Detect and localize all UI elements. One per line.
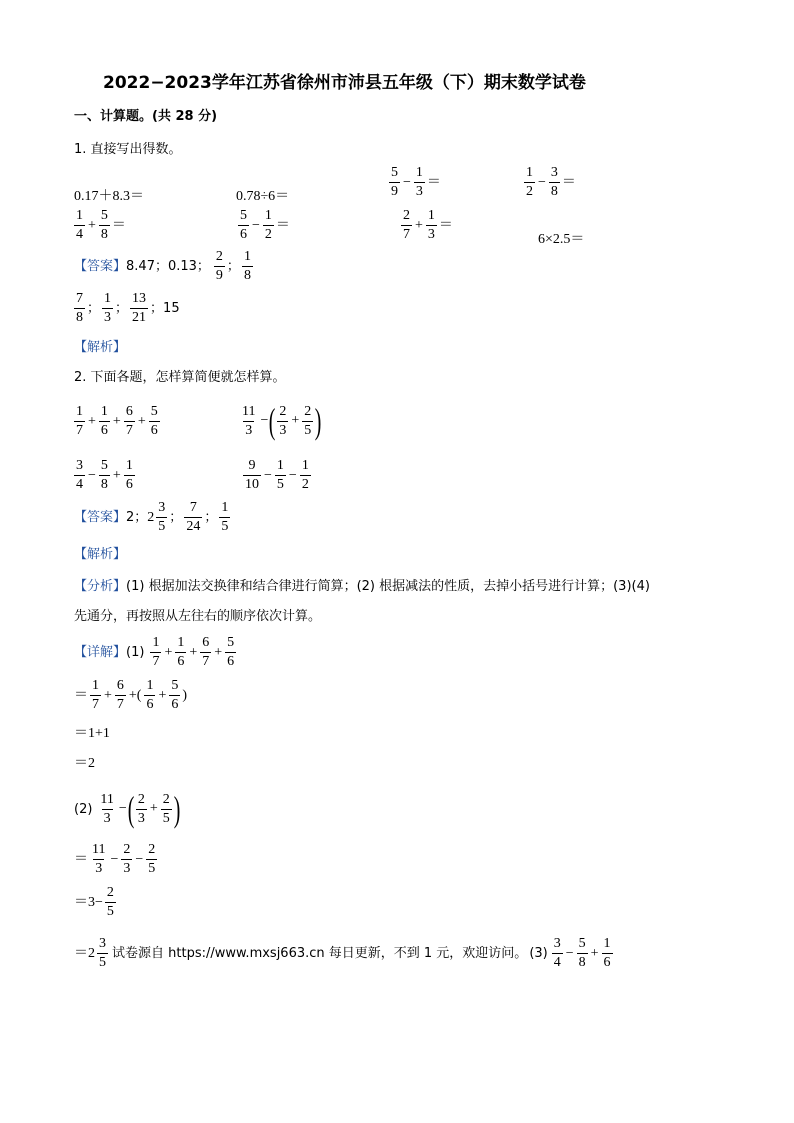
q2-detail-step2: ＝1+1 bbox=[74, 726, 110, 741]
source-notice: 试卷源自 https://www.mxsj663.cn 每日更新，不到 1 元，欢迎访问。 bbox=[112, 946, 528, 961]
q1-expr-3: $\frac{5}{9}$ − $\frac{1}{3}$ ＝ bbox=[391, 165, 441, 199]
q2-detail-step1: ＝ $\frac{1}{7}$ + $\frac{6}{7}$ +( $\frac{1}{6}$ + $\frac{5}{6}$ ) bbox=[74, 678, 188, 712]
q1-analysis-label: 【解析】 bbox=[74, 340, 127, 355]
q2-detail-2-step2: ＝3− $\frac{2}{5}$ bbox=[74, 885, 114, 919]
q2-analysis-line2: 先通分，再按照从左往右的顺序依次计算。 bbox=[74, 609, 322, 624]
q1-expr-7: $\frac{2}{7}$ + $\frac{1}{3}$ ＝ bbox=[403, 208, 453, 242]
q2-expr-3: $\frac{3}{4}$ − $\frac{5}{8}$ + $\frac{1}{6}$ bbox=[76, 458, 133, 492]
q1-expr-2: 0.78÷6＝ bbox=[236, 189, 290, 204]
q2-detail-2-step3: ＝ 2 $\frac{3}{5}$ 试卷源自 https://www.mxsj663.cn 每日更新，不到 1 元，欢迎访问。 (3) $\frac{3}{4}$ − $\frac{5}{8}$ + $\frac{1}{6}$ bbox=[74, 936, 611, 970]
q2-expr-4: $\frac{9}{10}$ − $\frac{1}{5}$ − $\frac{1}{2}$ bbox=[245, 458, 309, 492]
q1-heading: 1. 直接写出得数。 bbox=[74, 142, 182, 157]
page-title: 2022−2023学年江苏省徐州市沛县五年级（下）期末数学试卷 bbox=[103, 73, 586, 93]
q1-expr-4: $\frac{1}{2}$ − $\frac{3}{8}$ ＝ bbox=[526, 165, 576, 199]
q2-detail-1: 【详解】 (1) $\frac{1}{7}$ + $\frac{1}{6}$ + $\frac{6}{7}$ + $\frac{5}{6}$ bbox=[74, 635, 235, 669]
q1-expr-1: 0.17＋8.3＝ bbox=[74, 189, 144, 204]
section-heading: 一、计算题。(共 28 分) bbox=[74, 109, 218, 124]
q2-expr-2: $\frac{11}{3}$ − ( $\frac{2}{3}$ + $\frac{2}{5}$ ) bbox=[242, 401, 322, 441]
q2-answer: 【答案】 2； 2 $\frac{3}{5}$ ； $\frac{7}{24}$ ； $\frac{1}{5}$ bbox=[74, 500, 229, 534]
q1-expr-6: $\frac{5}{6}$ − $\frac{1}{2}$ ＝ bbox=[240, 208, 290, 242]
q2-detail-2: (2) $\frac{11}{3}$ − ( $\frac{2}{3}$ + $\frac{2}{5}$ ) bbox=[74, 789, 181, 829]
q2-expr-1: $\frac{1}{7}$ + $\frac{1}{6}$ + $\frac{6}{7}$ + $\frac{5}{6}$ bbox=[76, 404, 158, 438]
q1-answer-cont: $\frac{7}{8}$ ； $\frac{1}{3}$ ； $\frac{13}{21}$ ； 15 bbox=[76, 291, 180, 325]
q2-detail-step3: ＝2 bbox=[74, 756, 95, 771]
q1-answer: 【答案】 8.47；0.13； $\frac{2}{9}$ ； $\frac{1}{8}$ bbox=[74, 249, 251, 283]
q2-detail-2-step1: ＝ $\frac{11}{3}$ − $\frac{2}{3}$ − $\frac{2}{5}$ bbox=[74, 842, 156, 876]
q1-expr-8: 6×2.5＝ bbox=[538, 232, 585, 247]
q1-expr-5: $\frac{1}{4}$ + $\frac{5}{8}$ ＝ bbox=[76, 208, 126, 242]
q2-analysis-line1: 【分析】(1) 根据加法交换律和结合律进行简算；(2) 根据减法的性质，去掉小括号进行计算；(3)(4) bbox=[74, 579, 650, 594]
q2-heading: 2. 下面各题，怎样算简便就怎样算。 bbox=[74, 370, 286, 385]
q2-analysis-label: 【解析】 bbox=[74, 547, 127, 562]
